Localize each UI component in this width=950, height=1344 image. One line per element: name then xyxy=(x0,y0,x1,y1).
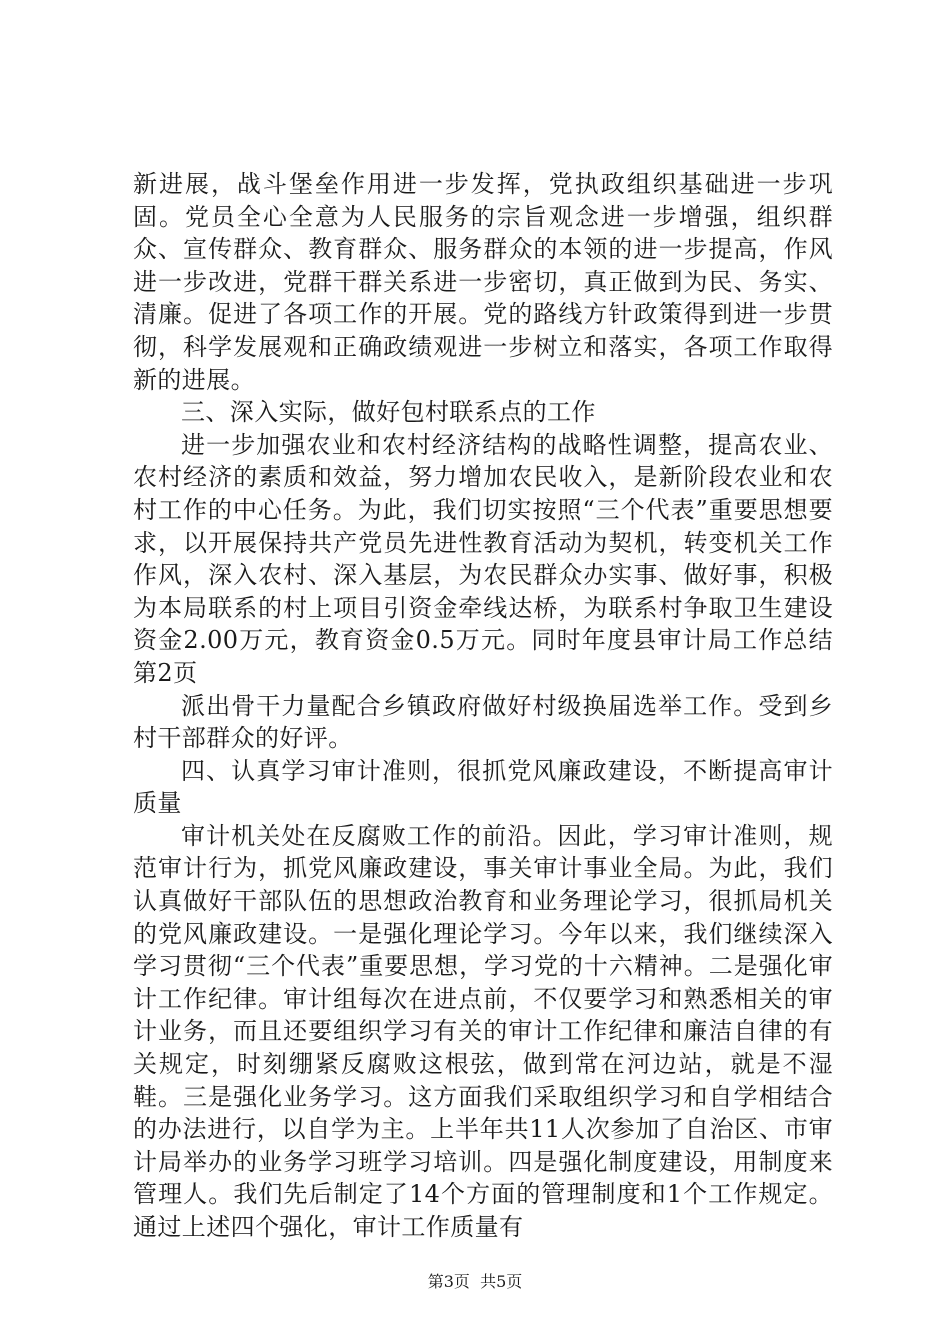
section-heading-4: 四、认真学习审计准则，很抓党风廉政建设，不断提高审计质量 xyxy=(133,756,833,818)
page-total: 共5页 xyxy=(480,1272,523,1291)
document-body xyxy=(133,168,833,1244)
paragraph-continuation: 新进展，战斗堡垒作用进一步发挥，党执政组织基础进一步巩固。党员全心全意为人民服务的宗旨观念进一步增强，组织群众、宣传群众、教育群众、服务群众的本领的进一步提高，作风进一步改进，党群干群关系进一步密切，真正做到为民、务实、清廉。促进了各项工作的开展。党的路线方针政策得到进一步贯彻，科学发展观和正确政绩观进一步树立和落实，各项工作取得新的进展。 xyxy=(133,170,833,394)
paragraph-rural-work: 进一步加强农业和农村经济结构的战略性调整，提高农业、农村经济的素质和效益，努力增加农民收入，是新阶段农业和农村工作的中心任务。为此，我们切实按照“三个代表”重要思想要求，以开展保持共产党员先进性教育活动为契机，转变机关工作作风，深入农村、深入基层，为农民群众办实事、做好事，积极为本局联系的村上项目引资金牵线达桥，为联系村争取卫生建设资金2.00万元，教育资金0.5万元。同时年度县审计局工作总结第2页 xyxy=(133,430,833,687)
paragraph-election: 派出骨干力量配合乡镇政府做好村级换届选举工作。受到乡村干部群众的好评。 xyxy=(133,691,833,753)
page-footer xyxy=(0,1272,950,1292)
paragraph-audit-standards: 审计机关处在反腐败工作的前沿。因此，学习审计准则，规范审计行为，抓党风廉政建设，事关审计事业全局。为此，我们认真做好干部队伍的思想政治教育和业务理论学习，很抓局机关的党风廉政建设。一是强化理论学习。今年以来，我们继续深入学习贯彻“三个代表”重要思想，学习党的十六精神。二是强化审计工作纪律。审计组每次在进点前，不仅要学习和熟悉相关的审计业务，而且还要组织学习有关的审计工作纪律和廉洁自律的有关规定，时刻绷紧反腐败这根弦，做到常在河边站，就是不湿鞋。三是强化业务学习。这方面我们采取组织学习和自学相结合的办法进行，以自学为主。上半年共11人次参加了自治区、市审计局举办的业务学习班学习培训。四是强化制度建设，用制度来管理人。我们先后制定了14个方面的管理制度和1个工作规定。通过上述四个强化，审计工作质量有 xyxy=(133,821,833,1241)
section-heading-3: 三、深入实际，做好包村联系点的工作 xyxy=(181,398,596,427)
page-number: 第3页 xyxy=(427,1272,470,1291)
footer-separator xyxy=(470,1272,480,1291)
